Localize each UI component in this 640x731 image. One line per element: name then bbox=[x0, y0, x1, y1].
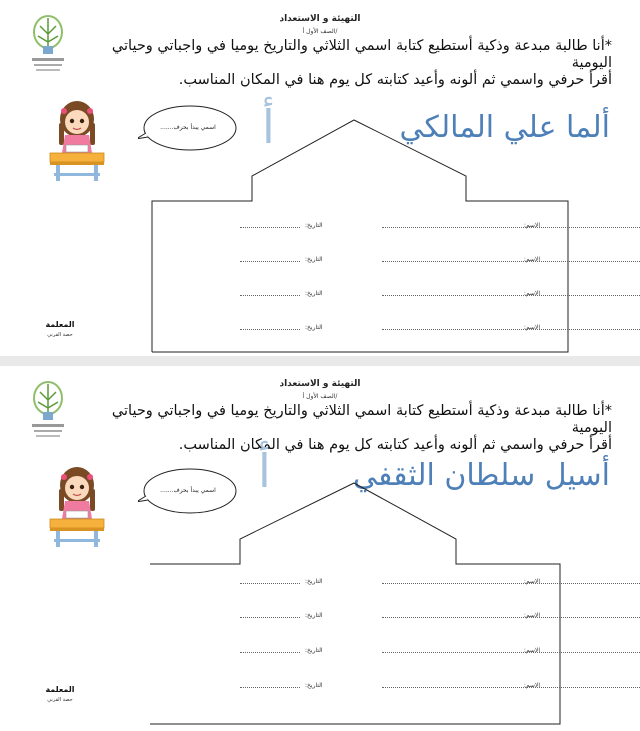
student-name: ألما علي المالكي bbox=[399, 110, 610, 145]
name-line[interactable] bbox=[382, 687, 640, 688]
writing-row bbox=[150, 256, 570, 266]
class-label: الصف الأول أ/ bbox=[302, 393, 338, 400]
student-name: أسيل سلطان الثقفي bbox=[352, 458, 610, 493]
house-writing-area bbox=[150, 481, 570, 726]
teacher-name: حصة القرني bbox=[47, 332, 73, 338]
writing-row bbox=[150, 647, 570, 657]
writing-row bbox=[150, 578, 570, 588]
date-label: التاريخ: bbox=[305, 324, 323, 331]
writing-row bbox=[150, 222, 570, 232]
date-line[interactable] bbox=[240, 687, 300, 688]
intro-text bbox=[70, 403, 612, 454]
bubble-text: اسمي يبدأ بحرف....... bbox=[160, 124, 216, 131]
date-label: التاريخ: bbox=[305, 222, 323, 229]
date-label: التاريخ: bbox=[305, 682, 323, 689]
name-line[interactable] bbox=[382, 227, 640, 228]
name-label: الاسم: bbox=[523, 578, 540, 585]
worksheet-2 bbox=[0, 366, 640, 731]
intro-line-2: أقرأ حرفي واسمي ثم ألونه وأعيد كتابته كل يوم هنا في المكان المناسب. bbox=[178, 72, 612, 88]
name-line[interactable] bbox=[382, 583, 640, 584]
bubble-text: اسمي يبدأ بحرف....... bbox=[160, 487, 216, 494]
name-line[interactable] bbox=[382, 617, 640, 618]
teacher-title: المعلمة bbox=[45, 320, 75, 329]
date-label: التاريخ: bbox=[305, 612, 323, 619]
date-line[interactable] bbox=[240, 329, 300, 330]
name-label: الاسم: bbox=[523, 324, 540, 331]
intro-text bbox=[70, 38, 612, 89]
teacher-signature bbox=[30, 685, 90, 703]
writing-row bbox=[150, 290, 570, 300]
writing-row bbox=[150, 612, 570, 622]
girl-at-desk-icon bbox=[46, 97, 108, 185]
teacher-signature bbox=[30, 320, 90, 338]
writing-row bbox=[150, 682, 570, 692]
name-label: الاسم: bbox=[523, 647, 540, 654]
date-label: التاريخ: bbox=[305, 256, 323, 263]
house-outline bbox=[150, 118, 570, 354]
header-title: التهيئة و الاستعداد bbox=[279, 14, 361, 24]
date-label: التاريخ: bbox=[305, 290, 323, 297]
teacher-name: حصة القرني bbox=[47, 697, 73, 703]
name-label: الاسم: bbox=[523, 682, 540, 689]
name-label: الاسم: bbox=[523, 612, 540, 619]
name-line[interactable] bbox=[382, 261, 640, 262]
header-title: التهيئة و الاستعداد bbox=[279, 379, 361, 389]
big-letter: أ bbox=[262, 100, 275, 154]
date-line[interactable] bbox=[240, 261, 300, 262]
name-label: الاسم: bbox=[523, 222, 540, 229]
date-line[interactable] bbox=[240, 295, 300, 296]
name-label: الاسم: bbox=[523, 290, 540, 297]
intro-line-1: *أنا طالبة مبدعة وذكية أستطيع كتابة اسمي الثلاثي والتاريخ يوميا في واجباتي وحياتي اليومية bbox=[111, 403, 612, 436]
name-label: الاسم: bbox=[523, 256, 540, 263]
date-label: التاريخ: bbox=[305, 578, 323, 585]
date-line[interactable] bbox=[240, 652, 300, 653]
house-writing-area bbox=[150, 118, 570, 354]
date-line[interactable] bbox=[240, 227, 300, 228]
teacher-title: المعلمة bbox=[45, 685, 75, 694]
girl-at-desk-icon bbox=[46, 463, 108, 551]
intro-line-2: أقرأ حرفي واسمي ثم ألونه وأعيد كتابته كل يوم هنا في المكان المناسب. bbox=[178, 437, 612, 453]
date-line[interactable] bbox=[240, 583, 300, 584]
big-letter: أ bbox=[258, 444, 271, 498]
intro-line-1: *أنا طالبة مبدعة وذكية أستطيع كتابة اسمي الثلاثي والتاريخ يوميا في واجباتي وحياتي اليومية bbox=[111, 38, 612, 71]
date-line[interactable] bbox=[240, 617, 300, 618]
date-label: التاريخ: bbox=[305, 647, 323, 654]
class-label: الصف الأول أ/ bbox=[302, 28, 338, 35]
name-line[interactable] bbox=[382, 295, 640, 296]
name-line[interactable] bbox=[382, 329, 640, 330]
writing-row bbox=[150, 324, 570, 334]
name-line[interactable] bbox=[382, 652, 640, 653]
worksheet-1 bbox=[0, 0, 640, 356]
